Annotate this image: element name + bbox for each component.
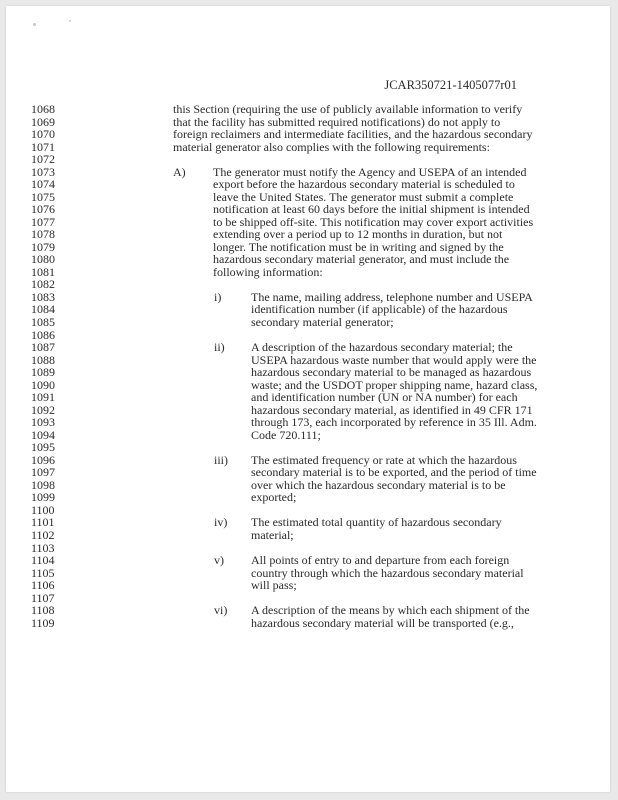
section-a-text-line: longer. The notification must be in writing and signed by the: [213, 240, 504, 254]
line-number: 1076: [31, 202, 55, 216]
intro-text-line: material generator also complies with the following requirements:: [173, 140, 490, 154]
line-number: 1072: [31, 152, 55, 166]
line-number: 1082: [31, 277, 55, 291]
line-number: 1087: [31, 340, 55, 354]
line-number: 1098: [31, 478, 55, 492]
line-number: 1086: [31, 328, 55, 342]
line-number: 1079: [31, 240, 55, 254]
section-a-text-line: hazardous secondary material generator, and must include the: [213, 252, 510, 266]
item-text-line: The estimated frequency or rate at which the hazardous: [251, 453, 517, 467]
item-text-line: Code 720.111;: [251, 428, 321, 442]
document-page: [6, 6, 610, 792]
section-a-text-line: export before the hazardous secondary material is scheduled to: [213, 177, 515, 191]
item-text-line: All points of entry to and departure from each foreign: [251, 553, 510, 567]
item-text-line: hazardous secondary material to be managed as hazardous: [251, 365, 532, 379]
item-label: vi): [214, 603, 228, 617]
line-number: 1097: [31, 465, 55, 479]
line-number: 1091: [31, 390, 55, 404]
line-number: 1068: [31, 102, 55, 116]
item-text-line: exported;: [251, 490, 297, 504]
item-label: v): [214, 553, 224, 567]
line-number: 1074: [31, 177, 55, 191]
item-label: i): [214, 290, 222, 304]
line-number: 1109: [31, 616, 55, 630]
line-number: 1083: [31, 290, 55, 304]
item-text-line: and identification number (UN or NA number) for each: [251, 390, 518, 404]
item-text-line: over which the hazardous secondary material is to be: [251, 478, 506, 492]
section-a-label: A): [173, 165, 186, 179]
line-number: 1075: [31, 190, 55, 204]
line-number: 1085: [31, 315, 55, 329]
line-number: 1073: [31, 165, 55, 179]
intro-text-line: that the facility has submitted required notifications) do not apply to: [173, 115, 501, 129]
line-number: 1090: [31, 378, 55, 392]
line-number: 1101: [31, 515, 55, 529]
line-number: 1089: [31, 365, 55, 379]
item-text-line: USEPA hazardous waste number that would apply were the: [251, 353, 537, 367]
section-a-text-line: to be shipped off-site. This notification may cover export activities: [213, 215, 534, 229]
line-number: 1080: [31, 252, 55, 266]
section-a-text-line: The generator must notify the Agency and USEPA of an intended: [213, 165, 527, 179]
line-number: 1095: [31, 440, 55, 454]
item-label: iv): [214, 515, 228, 529]
line-number: 1069: [31, 115, 55, 129]
line-number: 1102: [31, 528, 55, 542]
intro-text-line: foreign reclaimers and intermediate facilities, and the hazardous secondary: [173, 127, 533, 141]
section-a-text-line: following information:: [213, 265, 323, 279]
line-number: 1078: [31, 227, 55, 241]
item-text-line: A description of the hazardous secondary material; the: [251, 340, 513, 354]
item-text-line: hazardous secondary material, as identified in 49 CFR 171: [251, 403, 533, 417]
line-number: 1107: [31, 591, 55, 605]
line-number: 1108: [31, 603, 55, 617]
item-text-line: secondary material is to be exported, and the period of time: [251, 465, 537, 479]
line-number: 1105: [31, 566, 55, 580]
item-text-line: will pass;: [251, 578, 297, 592]
line-number: 1099: [31, 490, 55, 504]
section-a-text-line: extending over a period up to 12 months in duration, but not: [213, 227, 503, 241]
line-number: 1106: [31, 578, 55, 592]
item-text-line: hazardous secondary material will be transported (e.g.,: [251, 616, 514, 630]
line-number: 1070: [31, 127, 55, 141]
scan-speck: [33, 23, 36, 26]
line-number: 1081: [31, 265, 55, 279]
item-text-line: The estimated total quantity of hazardous secondary: [251, 515, 502, 529]
line-number: 1094: [31, 428, 55, 442]
line-number: 1092: [31, 403, 55, 417]
line-number: 1077: [31, 215, 55, 229]
item-text-line: material;: [251, 528, 294, 542]
item-text-line: through 173, each incorporated by reference in 35 Ill. Adm.: [251, 415, 537, 429]
line-number: 1084: [31, 302, 55, 316]
line-number: 1093: [31, 415, 55, 429]
document-id: JCAR350721-1405077r01: [384, 78, 517, 92]
item-label: ii): [214, 340, 225, 354]
line-number: 1103: [31, 541, 55, 555]
line-number: 1096: [31, 453, 55, 467]
item-text-line: waste; and the USDOT proper shipping name, hazard class,: [251, 378, 538, 392]
item-text-line: identification number (if applicable) of the hazardous: [251, 302, 508, 316]
item-text-line: country through which the hazardous secondary material: [251, 566, 524, 580]
section-a-text-line: leave the United States. The generator must submit a complete: [213, 190, 514, 204]
item-text-line: The name, mailing address, telephone number and USEPA: [251, 290, 533, 304]
scan-speck: [69, 20, 71, 22]
intro-text-line: this Section (requiring the use of publicly available information to verify: [173, 102, 523, 116]
line-number: 1100: [31, 503, 55, 517]
item-label: iii): [214, 453, 228, 467]
item-text-line: secondary material generator;: [251, 315, 394, 329]
line-number: 1104: [31, 553, 55, 567]
line-number: 1071: [31, 140, 55, 154]
item-text-line: A description of the means by which each shipment of the: [251, 603, 530, 617]
section-a-text-line: notification at least 60 days before the initial shipment is intended: [213, 202, 530, 216]
line-number: 1088: [31, 353, 55, 367]
